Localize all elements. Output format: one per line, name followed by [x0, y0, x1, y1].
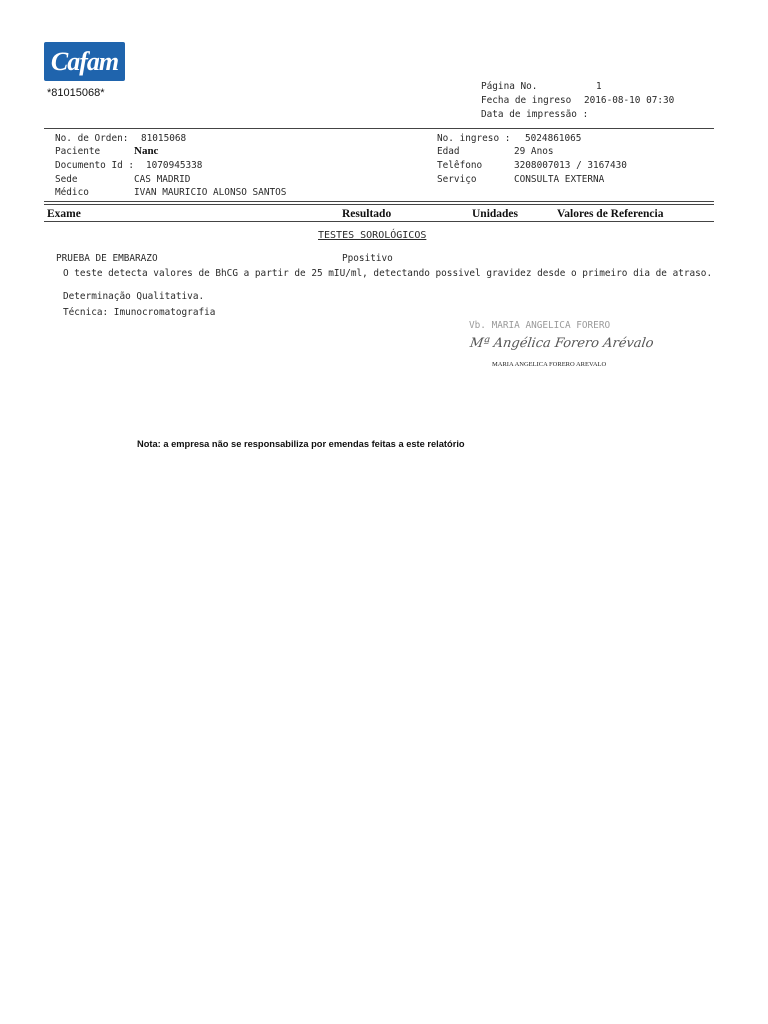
order-label: No. de Orden:: [55, 133, 129, 144]
doctor-label: Médico: [55, 187, 89, 198]
exam-name: PRUEBA DE EMBARAZO: [56, 253, 158, 264]
site-value: CAS MADRID: [134, 174, 191, 185]
patient-label: Paciente: [55, 146, 101, 157]
phone-value: 3208007013 / 3167430: [514, 160, 627, 171]
admission-date-label: Fecha de ingreso: [481, 95, 572, 106]
cafam-logo: Cafam: [44, 42, 125, 81]
age-value: 29 Anos: [514, 146, 554, 157]
validator-printed-name: MARIA ANGELICA FORERO AREVALO: [492, 361, 607, 368]
site-label: Sede: [55, 174, 78, 185]
info-divider-top: [44, 201, 714, 202]
admission-number-value: 5024861065: [525, 133, 582, 144]
admission-number-label: No. ingreso :: [437, 133, 511, 144]
exam-description: O teste detecta valores de BhCG a partir de 25 mIU/ml, detectando possivel gravidez desde o primeiro dia de atraso.: [63, 268, 713, 279]
info-divider-bottom: [44, 204, 714, 205]
section-title: TESTES SOROLÓGICOS: [318, 230, 427, 241]
column-result: Resultado: [342, 208, 392, 220]
print-date-label: Data de impressão :: [481, 109, 589, 120]
order-value: 81015068: [141, 133, 187, 144]
validator-typed-name: Vb. MARIA ANGELICA FORERO: [469, 320, 611, 331]
column-units: Unidades: [472, 208, 519, 220]
validator-signature: Mª Angélica Forero Arévalo: [468, 336, 655, 351]
service-label: Serviço: [437, 174, 477, 185]
patient-value: Nanc: [134, 145, 159, 157]
columns-divider: [44, 221, 714, 222]
disclaimer-note: Nota: a empresa não se responsabiliza por emendas feitas a este relatório: [137, 439, 465, 449]
admission-date-value: 2016-08-10 07:30: [584, 95, 675, 106]
document-value: 1070945338: [146, 160, 203, 171]
page-number-label: Página No.: [481, 81, 538, 92]
barcode-text: *81015068*: [47, 87, 105, 99]
exam-result: Ppositivo: [342, 253, 393, 264]
column-reference: Valores de Referencia: [557, 208, 664, 220]
age-label: Edad: [437, 146, 460, 157]
exam-technique: Técnica: Imunocromatografia: [63, 307, 216, 318]
column-exam: Exame: [47, 208, 81, 220]
exam-determination: Determinação Qualitativa.: [63, 291, 205, 302]
page-number-value: 1: [596, 81, 602, 92]
phone-label: Telêfono: [437, 160, 483, 171]
document-label: Documento Id :: [55, 160, 135, 171]
header-divider: [44, 128, 714, 129]
doctor-value: IVAN MAURICIO ALONSO SANTOS: [134, 187, 287, 198]
service-value: CONSULTA EXTERNA: [514, 174, 605, 185]
